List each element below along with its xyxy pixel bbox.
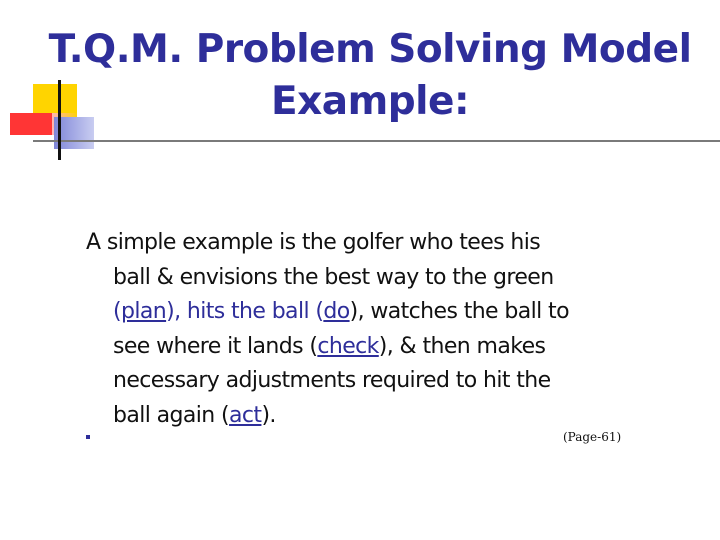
body-text-6-end: ). xyxy=(261,402,276,428)
keyword-check: check xyxy=(317,333,379,359)
body-text-5: necessary adjustments required to hit the xyxy=(113,368,551,393)
body-line-4 xyxy=(86,330,696,365)
title-underline xyxy=(33,140,720,142)
page-reference: (Page-61) xyxy=(563,430,622,444)
slide-body xyxy=(86,226,696,433)
body-line-6 xyxy=(86,399,696,434)
keyword-plan: plan xyxy=(120,299,167,324)
slide-title xyxy=(40,24,700,128)
bullet-marker xyxy=(86,435,90,439)
keyword-act: act xyxy=(229,402,262,428)
body-text-3-mid: ), hits the ball ( xyxy=(166,299,324,324)
body-text-1: A simple example is the golfer who tees his xyxy=(86,230,541,255)
title-line-1: T.Q.M. Problem Solving Model xyxy=(48,27,692,72)
body-line-2 xyxy=(86,261,696,296)
body-text-4-end: ), & then makes xyxy=(378,333,546,359)
body-line-5 xyxy=(86,364,696,399)
body-text-4-start: see where it lands ( xyxy=(113,333,318,359)
body-line-3 xyxy=(86,295,696,330)
body-text-2: ball & envisions the best way to the green xyxy=(113,264,554,290)
paren-open: ( xyxy=(113,299,121,324)
body-text-6-start: ball again ( xyxy=(113,402,230,428)
title-line-2: Example: xyxy=(270,79,470,124)
body-text-3-end: ), watches the ball to xyxy=(349,299,569,324)
body-line-1 xyxy=(86,226,696,261)
keyword-do: do xyxy=(323,299,350,324)
